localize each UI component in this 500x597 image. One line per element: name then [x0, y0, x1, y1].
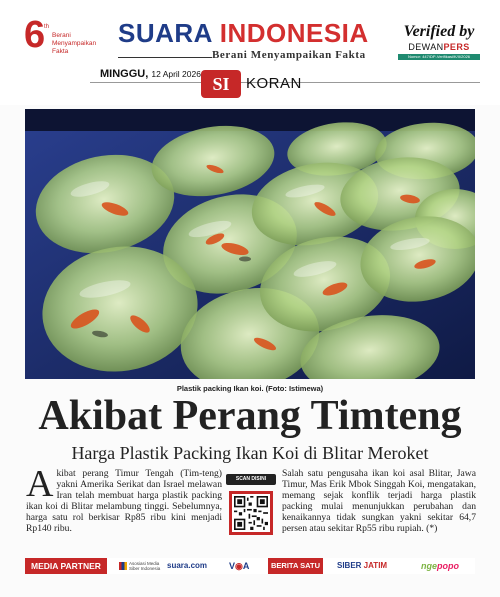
brand-tagline: Berani Menyampaikan Fakta	[212, 49, 366, 61]
koi-bags-image	[25, 109, 475, 379]
media-partner-label: MEDIA PARTNER	[25, 558, 107, 574]
partner-siberjatim-logo[interactable]	[337, 558, 387, 574]
dewan-pers-logo	[398, 42, 480, 52]
anniversary-logo	[24, 14, 97, 62]
brand-logo[interactable]	[118, 20, 388, 68]
article-headline: Akibat Perang Timteng	[38, 393, 462, 439]
article-paragraph-1: kibat perang Timur Tengah (Tim-teng) yakni Amerika Serikat dan Israel melawan Iran telah membuat harga plastik packing ikan koi di Blitar melambung tinggi. Sebelumnya, harga satu rol berkisar Rp85 ribu kini menjadi Rp140 ribu.	[26, 468, 222, 534]
partner-ngepop-logo[interactable]	[421, 558, 459, 574]
partner-beritasatu-logo[interactable]: BERITA SATU	[268, 558, 323, 574]
voa-globe-icon: ◉	[235, 561, 243, 571]
jatim-text: JATIM	[361, 561, 388, 570]
brand-name	[118, 20, 388, 46]
verified-title: Verified by	[403, 23, 475, 40]
verified-badge	[398, 24, 480, 64]
ngepop-text-b: popo	[437, 561, 460, 571]
article-photo	[25, 109, 475, 379]
scan-label: SCAN DISINI	[226, 474, 276, 485]
article-subheadline: Harga Plastik Packing Ikan Koi di Blitar Meroket	[71, 443, 429, 463]
media-partner-bar	[25, 558, 475, 574]
voa-v: V	[229, 561, 236, 571]
anniversary-number: 6	[24, 14, 46, 56]
partner-suara-logo[interactable]: suara.com	[167, 561, 208, 570]
brand-name-indonesia: INDONESIA	[219, 18, 369, 48]
partner-ams-logo[interactable]	[119, 561, 161, 577]
article-body-right: Salah satu pengusaha ikan koi asal Blitar, Jawa Timur, Mas Erik Mbok Singgah Koi, mengatakan, memang sejak konflik terjadi harga plastik packing mulai menunjukkan perubahan dan kenaikannya tidak sungkan yakni sekitar 64,7 persen atau sekitar Rp55 ribu rupiah. (*)	[282, 468, 476, 534]
pers-text: PERS	[443, 42, 470, 52]
siber-text: SIBER	[337, 561, 362, 570]
drop-cap: A	[26, 463, 54, 505]
article-body-left	[26, 463, 222, 534]
qr-code-icon[interactable]	[229, 491, 273, 535]
ams-icon	[119, 562, 127, 570]
masthead	[0, 0, 500, 105]
anniversary-text: Berani Menyampaikan Fakta	[52, 32, 97, 56]
verification-number: Nomor: 447/DP-Verifikasi/K/II/2026	[398, 54, 480, 60]
section-label: KORAN	[246, 75, 302, 92]
partner-voa-logo[interactable]	[229, 558, 249, 574]
qr-code-block[interactable]	[226, 474, 276, 554]
dewan-text: DEWAN	[408, 42, 444, 52]
brand-divider	[118, 57, 212, 58]
photo-caption: Plastik packing Ikan koi. (Foto: Istimewa)	[176, 384, 324, 393]
voa-a: A	[242, 561, 250, 571]
si-logo: SI	[201, 70, 241, 98]
anniversary-suffix: th	[44, 24, 50, 30]
dateline	[100, 68, 201, 80]
ngepop-text-a: nge	[421, 561, 438, 571]
ams-text: Asosiasi Media Siber Indonesia	[129, 561, 161, 571]
issue-day: MINGGU,	[100, 68, 149, 80]
brand-name-suara: SUARA	[118, 18, 212, 48]
issue-date: 12 April 2026	[151, 69, 201, 79]
